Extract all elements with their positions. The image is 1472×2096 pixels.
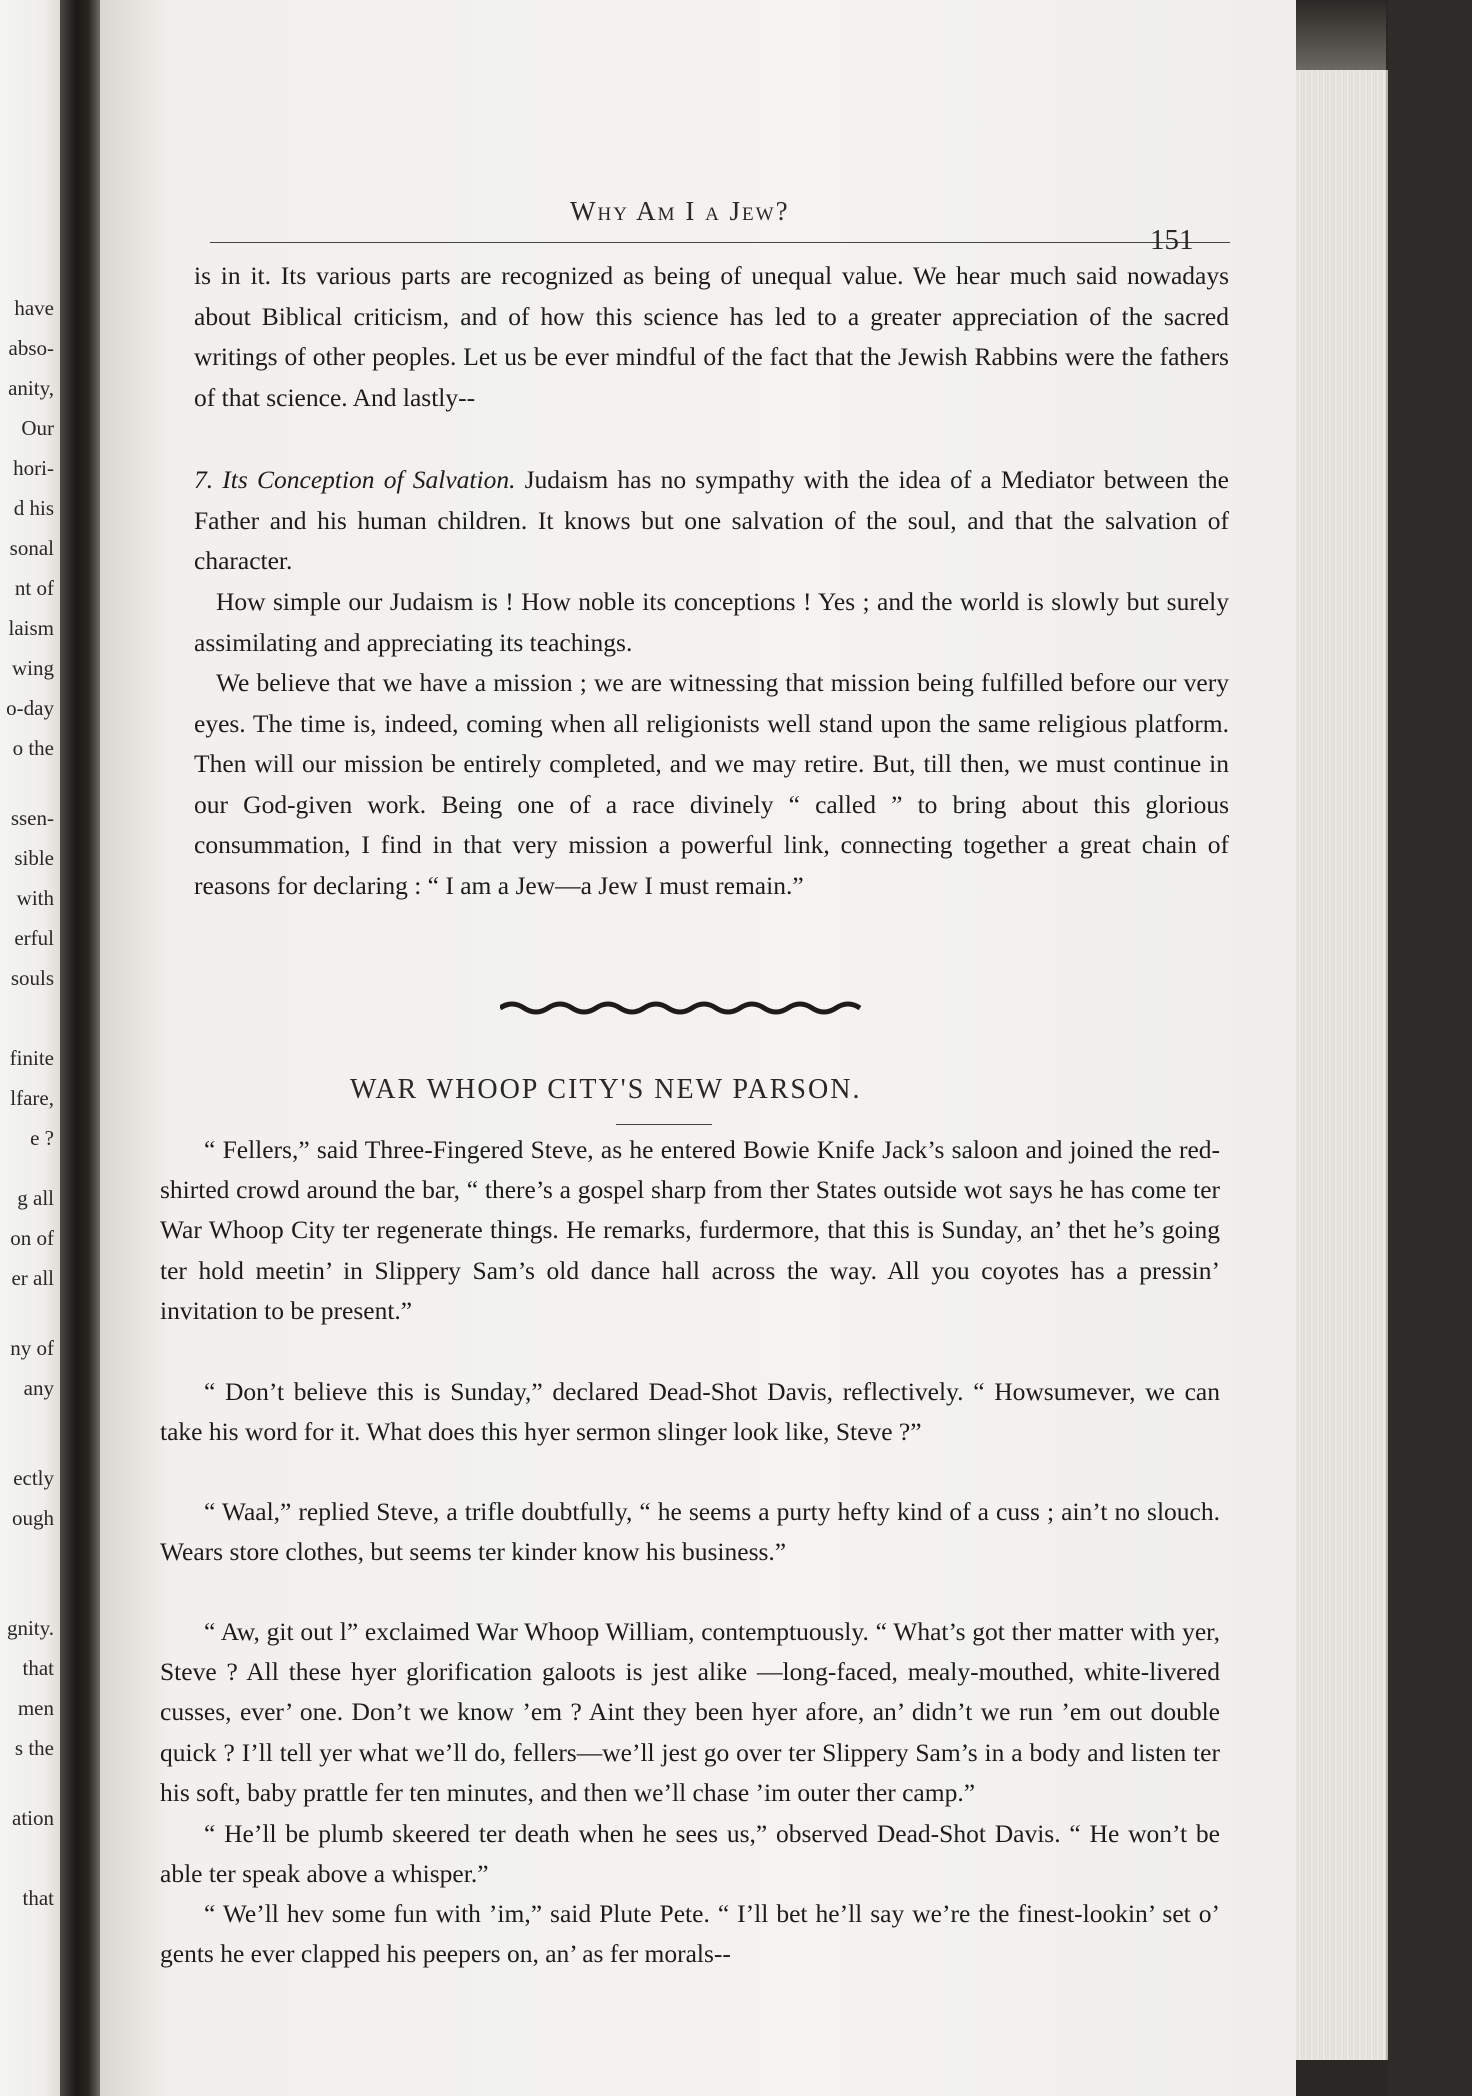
section-title: WAR WHOOP CITY'S NEW PARSON. [350, 1074, 862, 1105]
paragraph-mission: We believe that we have a mission ; we are witnessing that mission being fulfilled before our very eyes. The time is, indeed, coming when all religionists well stand upon the same religious platform. Then will our mission be entirely completed, and we may retire. But, till then, we must continue in our God-given work. Being one of a race divinely “ called ” to bring about this glorious consummation, I find in that very mission a powerful link, connecting together a great chain of reasons for declaring : “ I am a Jew—a Jew I must remain.” [194, 668, 1229, 900]
left-page-fragment: ny of [10, 1336, 54, 1360]
story-paragraph-6: “ We’ll hev some fun with ’im,” said Plute Pete. “ I’ll bet he’ll say we’re the finest-lookin’ set o’ gents he ever clapped his peepers on, an’ as fer morals-- [160, 1899, 1220, 1969]
left-page-fragment: anity, [8, 376, 54, 400]
left-page-fragment: er all [11, 1266, 54, 1290]
book-gutter [60, 0, 100, 2096]
left-page-fragment: sible [14, 846, 54, 870]
left-page-fragment: gnity. [6, 1616, 54, 1640]
left-facing-page [0, 0, 62, 2096]
title-underline [616, 1124, 712, 1125]
left-page-fragment: have [14, 296, 54, 320]
left-page-fragment: o-day [6, 696, 54, 720]
running-head [210, 196, 1230, 243]
left-page-fragment: ssen- [10, 806, 54, 830]
left-page-fragment: sonal [9, 536, 54, 560]
story-paragraph-5: “ He’ll be plumb skeered ter death when he sees us,” observed Dead-Shot Davis. “ He won’t be able ter speak above a whisper.” [160, 1819, 1220, 1889]
left-page-fragment: any [23, 1376, 54, 1400]
left-page-fragment: with [16, 886, 54, 910]
page-block-top [1296, 0, 1386, 70]
left-page-fragment: o the [12, 736, 54, 760]
left-page-fragment: wing [12, 656, 54, 680]
left-page-fragment: Our [21, 416, 54, 440]
story-paragraph-1: “ Fellers,” said Three-Fingered Steve, as he entered Bowie Knife Jack’s saloon and joined the red-shirted crowd around the bar, “ there’s a gospel sharp from ther States outside wot says he has come ter War Whoop City ter regenerate things. He remarks, furdermore, that this is Sunday, an’ thet he’s going ter hold meetin’ in Slippery Sam’s old dance hall across the way. All you coyotes has a pressin’ invitation to be present.” [160, 1135, 1220, 1325]
story-paragraph-3: “ Waal,” replied Steve, a trifle doubtfully, “ he seems a purty hefty kind of a cuss ; ain’t no slouch. Wears store clothes, but seems ter kinder know his business.” [160, 1497, 1220, 1567]
salvation-text: Judaism has no sympathy with the idea of a Mediator between the Father and his human children. It knows but one salvation of the soul, and that the salvation of character. [194, 465, 1229, 575]
left-page-fragment: abso- [8, 336, 54, 360]
left-page-fragment: ectly [13, 1466, 54, 1490]
left-page-fragment: nt of [14, 576, 54, 600]
left-page-fragment: that [22, 1656, 54, 1680]
main-page [100, 0, 1296, 2096]
left-page-fragment: hori- [13, 456, 54, 480]
left-page-fragment: laism [8, 616, 54, 640]
story-paragraph-4: “ Aw, git out l” exclaimed War Whoop William, contemptuously. “ What’s got ther matter with yer, Steve ? All these hyer glorification galoots is jest alike —long-faced, mealy-mouthed, white-livered cusses, ever’ one. Don’t we know ’em ? Aint they been hyer afore, an’ didn’t we run ’em out double quick ? I’ll tell yer what we’ll do, fellers—we’ll jest go over ter Slippery Sam’s in a body and listen ter his soft, baby prattle fer ten minutes, and then we’ll chase ’im outer ther camp.” [160, 1617, 1220, 1807]
page-number: 151 [1150, 224, 1194, 256]
wavy-ornament [500, 990, 870, 1030]
left-page-fragment: finite [9, 1046, 54, 1070]
paragraph-salvation [194, 460, 1229, 582]
left-page-fragment: ough [12, 1506, 54, 1530]
left-page-fragment: that [22, 1886, 54, 1910]
left-page-fragment: g all [17, 1186, 54, 1210]
left-page-fragment: on of [10, 1226, 54, 1250]
left-page-fragment: e ? [30, 1126, 54, 1150]
left-page-fragment: lfare, [10, 1086, 54, 1110]
left-page-fragment: erful [14, 926, 54, 950]
left-page-fragment: men [17, 1696, 54, 1720]
running-head-title: Why Am I a Jew? [570, 196, 790, 226]
left-page-fragment: souls [10, 966, 54, 990]
story-paragraph-2: “ Don’t believe this is Sunday,” declared Dead-Shot Davis, reflectively. “ Howsumever, we can take his word for it. What does this hyer sermon slinger look like, Steve ?” [160, 1377, 1220, 1447]
left-page-fragment: d his [13, 496, 54, 520]
background-right [1388, 0, 1472, 2096]
left-page-fragment: ation [12, 1806, 54, 1830]
page-block-edges [1296, 70, 1388, 2060]
paragraph-simple-judaism: How simple our Judaism is ! How noble its conceptions ! Yes ; and the world is slowly but surely assimilating and appreciating its teachings. [194, 587, 1229, 657]
salvation-heading: 7. Its Conception of Salvation. [194, 465, 516, 494]
left-page-fragment: s the [14, 1736, 54, 1760]
paragraph-criticism: is in it. Its various parts are recognized as being of unequal value. We hear much said nowadays about Biblical criticism, and of how this science has led to a greater appreciation of the sacred writings of other peoples. Let us be ever mindful of the fact that the Jewish Rabbins were the fathers of that science. And lastly-- [194, 261, 1229, 412]
